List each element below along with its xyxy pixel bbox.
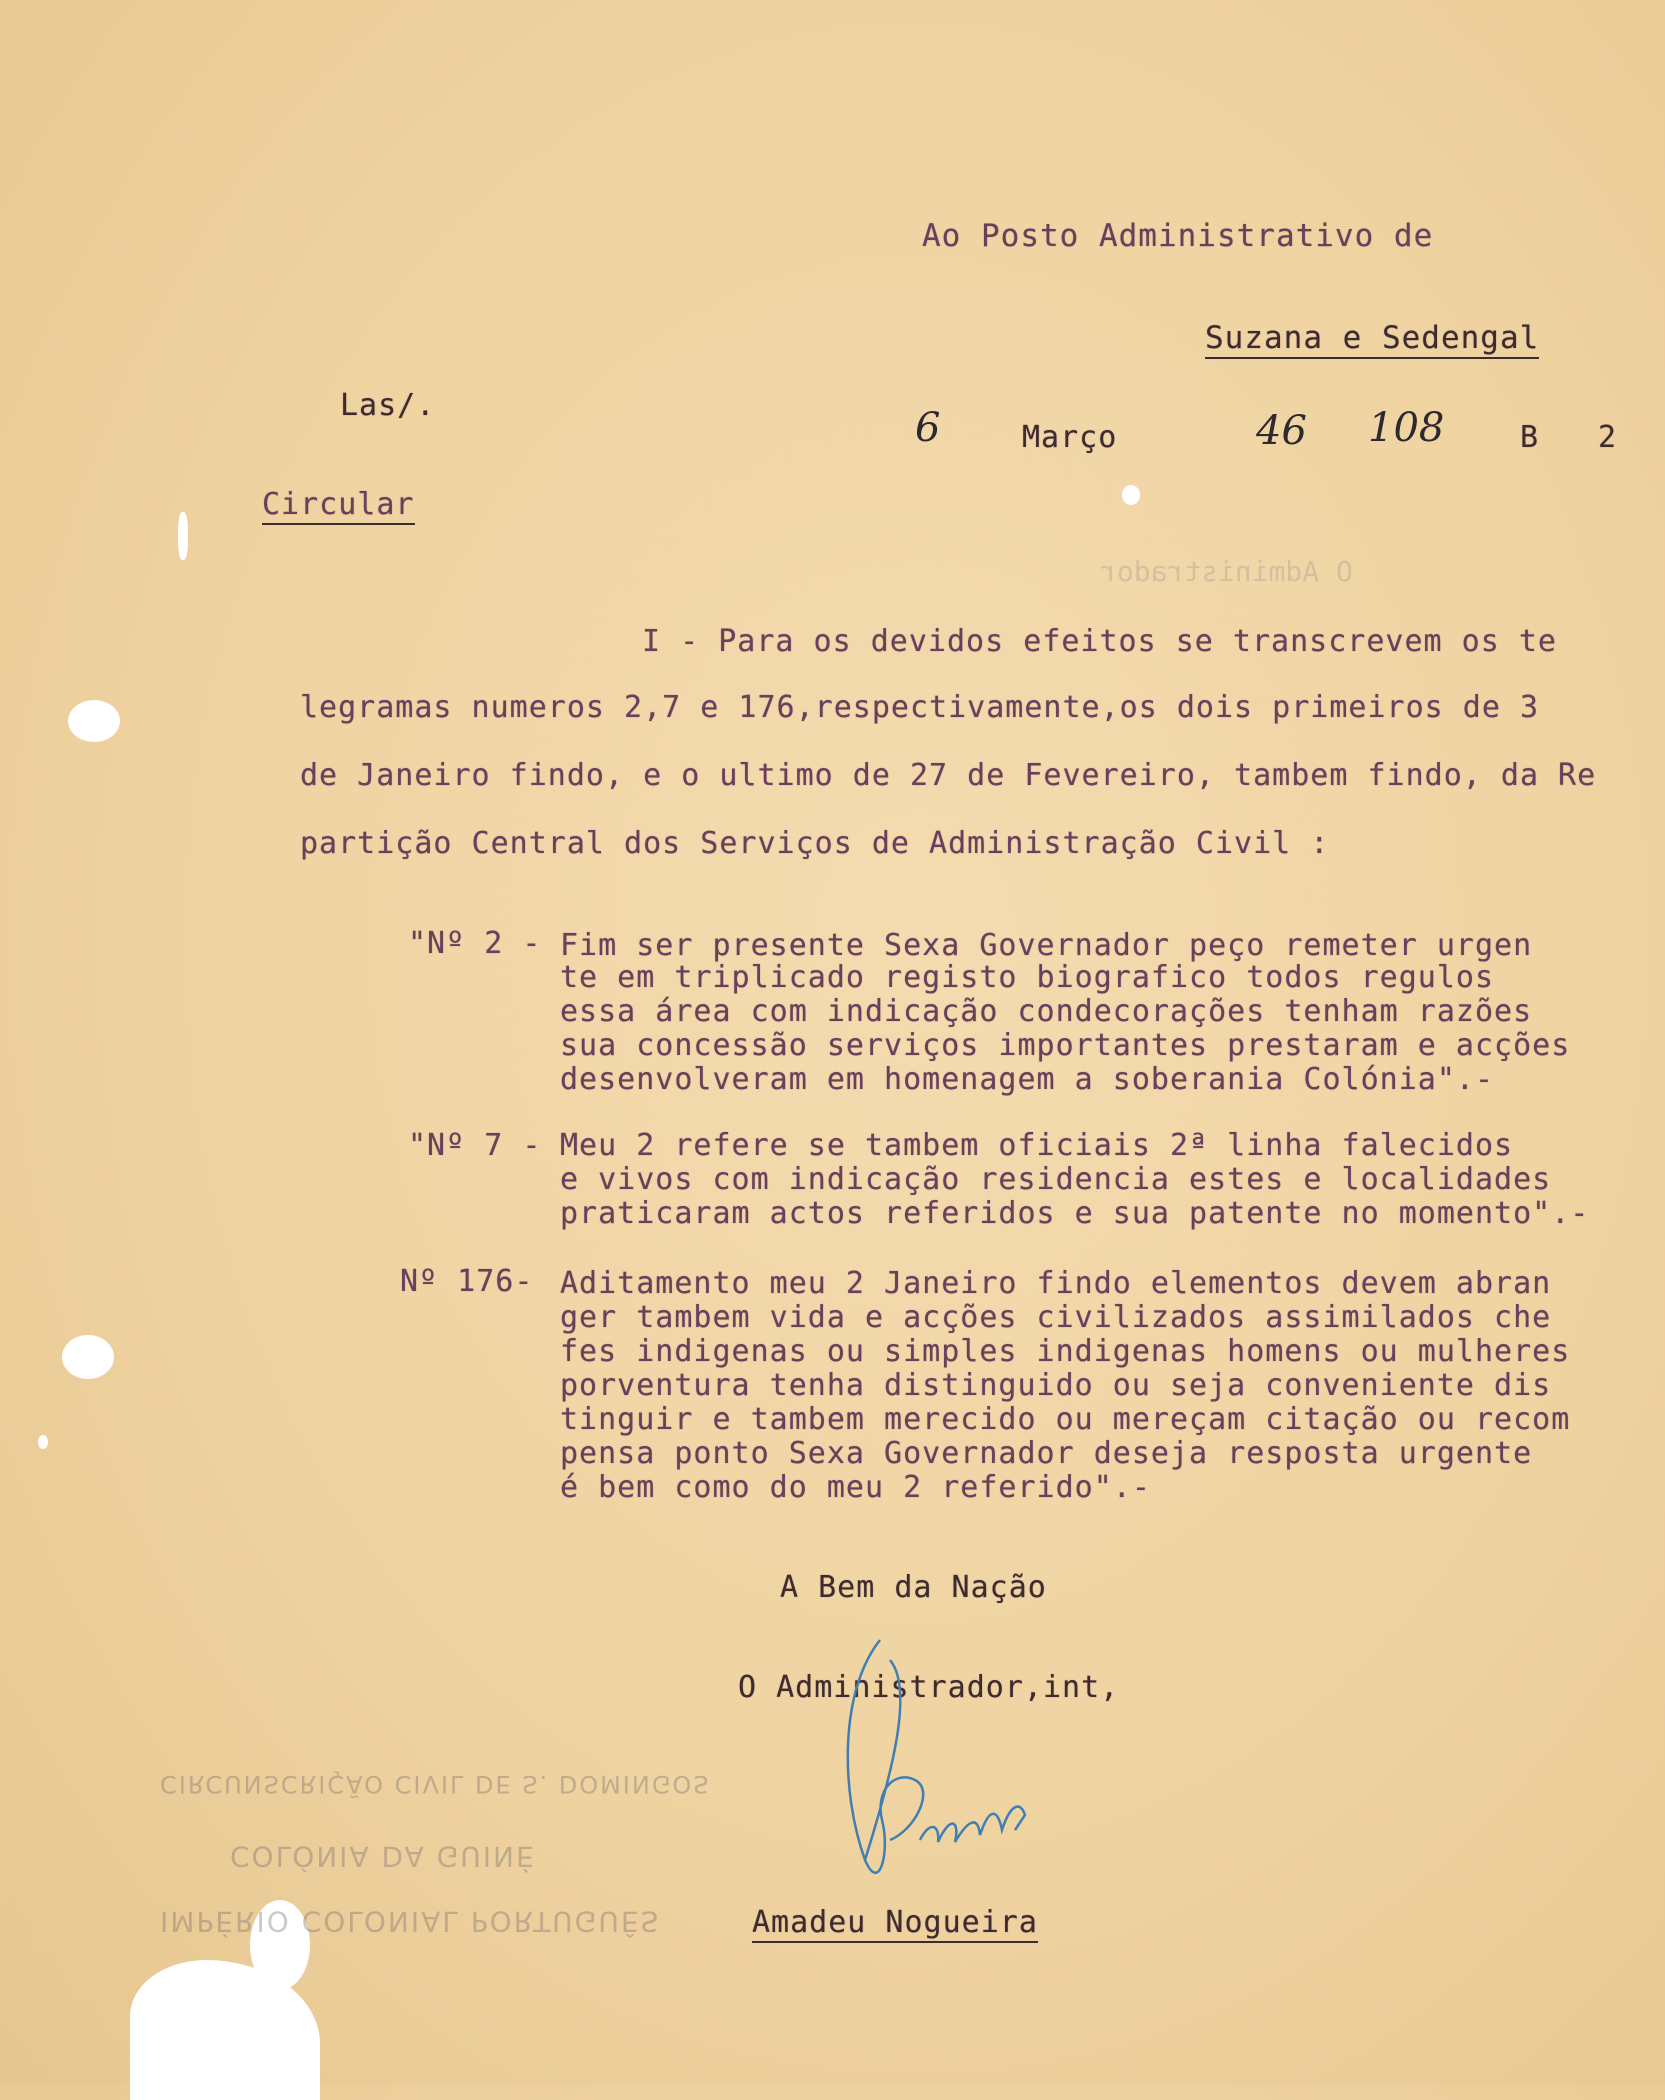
telegram-number: Nº 176- — [400, 1264, 534, 1299]
telegram-line: pensa ponto Sexa Governador deseja resposta urgente — [560, 1436, 1533, 1471]
addressee-line-1: Ao Posto Administrativo de — [922, 218, 1434, 254]
paper-damage — [38, 1435, 48, 1449]
telegram-line: e vivos com indicação residencia estes e localidades — [560, 1162, 1552, 1197]
punch-hole — [62, 1335, 114, 1379]
ref-sub: 2 — [1598, 420, 1618, 455]
telegram-line: fes indigenas ou simples indigenas homens ou mulheres — [560, 1334, 1571, 1369]
document-heading: Circular — [262, 487, 415, 525]
telegram-number: "Nº 7 - — [408, 1128, 542, 1163]
date-month: Março — [1022, 420, 1118, 455]
stamp-line: COLÓNIA DA GUINÉ — [230, 1840, 536, 1873]
body-line: de Janeiro findo, e o ultimo de 27 de Fevereiro, tambem findo, da Re — [300, 758, 1597, 793]
stamp-line: CIRCUNSCRIÇÃO CIVIL DE S. DOMINGOS — [160, 1770, 711, 1798]
official-stamp — [150, 1720, 711, 1940]
stamp-line: IMPÉRIO COLONIAL PORTUGUÊS — [160, 1905, 661, 1938]
telegram-line: Meu 2 refere se tambem oficiais 2ª linha falecidos — [560, 1128, 1514, 1163]
reference-prefix: Las/. — [340, 388, 436, 423]
ref-series: B — [1520, 420, 1540, 455]
telegram-line: porventura tenha distinguido ou seja conveniente dis — [560, 1368, 1552, 1403]
punch-hole — [68, 700, 120, 742]
ref-year-handwritten: 46 — [1256, 408, 1307, 454]
closing-salutation: A Bem da Nação — [780, 1570, 1047, 1605]
ref-number-handwritten: 108 — [1368, 405, 1445, 451]
telegram-number: "Nº 2 - — [408, 926, 542, 961]
paper-damage — [178, 512, 188, 560]
telegram-line: essa área com indicação condecorações tenham razões — [560, 994, 1533, 1029]
date-day-handwritten: 6 — [915, 405, 941, 451]
telegram-line: sua concessão serviços importantes prestaram e acções — [560, 1028, 1571, 1063]
signatory-title: O Administrador,int, — [738, 1670, 1120, 1705]
telegram-line: Aditamento meu 2 Janeiro findo elementos devem abran — [560, 1266, 1552, 1301]
telegram-line: ger tambem vida e acções civilizados assimilados che — [560, 1300, 1552, 1335]
signatory-name: Amadeu Nogueira — [752, 1905, 1038, 1943]
telegram-line: praticaram actos referidos e sua patente no momento".- — [560, 1196, 1590, 1231]
addressee-line-2: Suzana e Sedengal — [1205, 320, 1539, 359]
bleed-through: O Administrador — [1100, 555, 1353, 588]
paper-damage — [1122, 485, 1140, 505]
telegram-line: desenvolveram em homenagem a soberania Colónia".- — [560, 1062, 1495, 1097]
telegram-line: tinguir e tambem merecido ou mereçam citação ou recom — [560, 1402, 1571, 1437]
body-line: legramas numeros 2,7 e 176,respectivamente,os dois primeiros de 3 — [300, 690, 1539, 725]
body-line: partição Central dos Serviços de Administração Civil : — [300, 826, 1330, 861]
telegram-line: é bem como do meu 2 referido".- — [560, 1470, 1151, 1505]
telegram-line: te em triplicado registo biografico todos regulos — [560, 960, 1495, 995]
handwritten-signature — [820, 1630, 1050, 1900]
telegram-line: Fim ser presente Sexa Governador peço remeter urgen — [560, 928, 1533, 963]
body-line: I - Para os devidos efeitos se transcrevem os te — [642, 624, 1557, 659]
